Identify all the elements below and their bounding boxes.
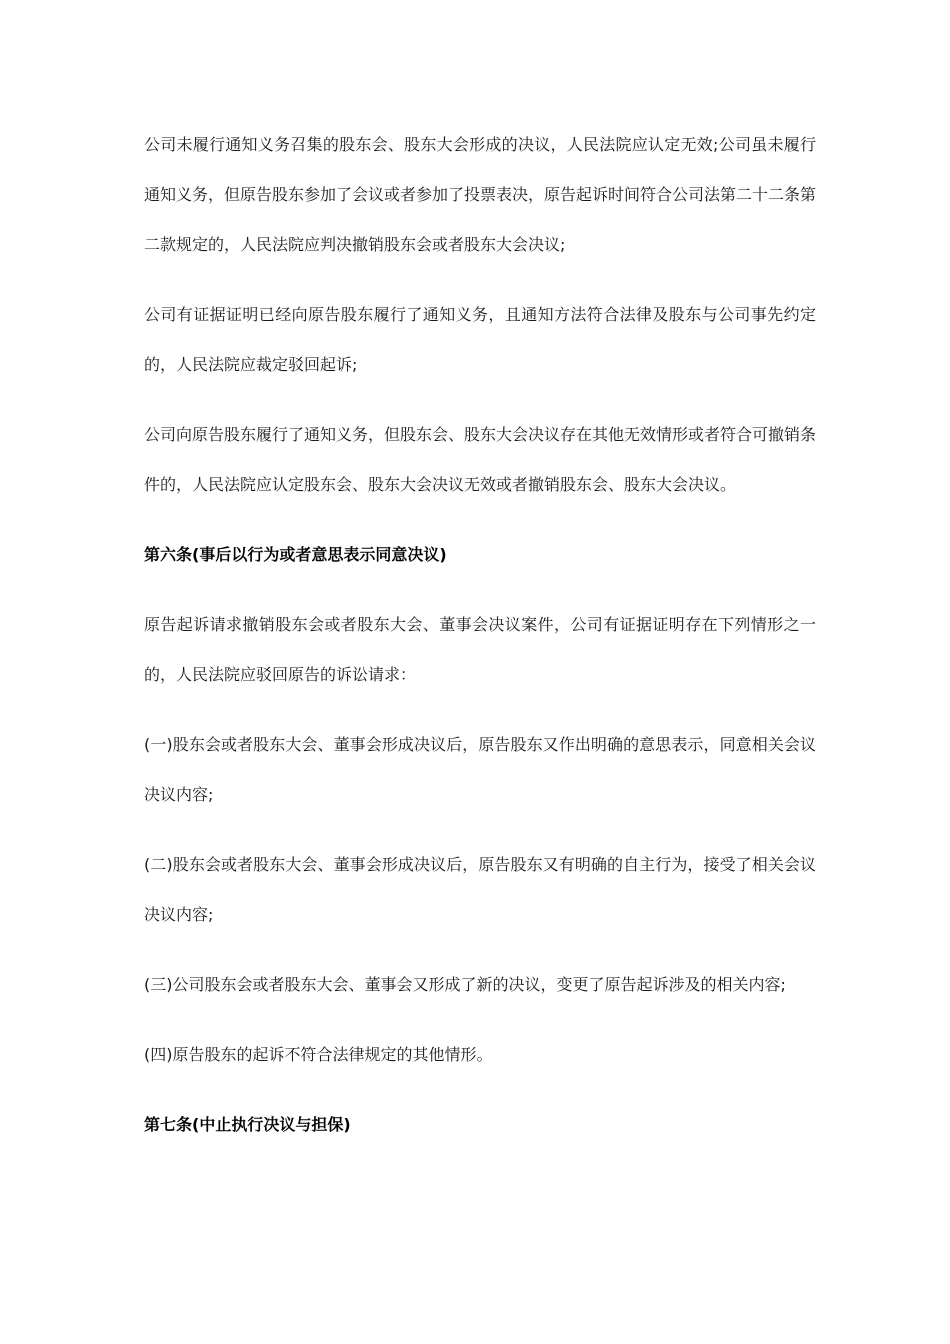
spacer bbox=[144, 1080, 816, 1100]
article-6-heading: 第六条(事后以行为或者意思表示同意决议) bbox=[144, 545, 447, 564]
paragraph-other-invalid: 公司向原告股东履行了通知义务，但股东会、股东大会决议存在其他无效情形或者符合可撤销条件的，人民法院应认定股东会、股东大会决议无效或者撤销股东会、股东大会决议。 bbox=[144, 425, 817, 494]
spacer bbox=[144, 510, 816, 530]
spacer bbox=[144, 390, 816, 410]
article-7-heading: 第七条(中止执行决议与担保) bbox=[144, 1115, 351, 1134]
list-item-1: (一)股东会或者股东大会、董事会形成决议后，原告股东又作出明确的意思表示，同意相关会议决议内容; bbox=[144, 735, 816, 804]
list-item-3: (三)公司股东会或者股东大会、董事会又形成了新的决议，变更了原告起诉涉及的相关内容; bbox=[144, 975, 786, 994]
paragraph-notice-proven: 公司有证据证明已经向原告股东履行了通知义务，且通知方法符合法律及股东与公司事先约定的，人民法院应裁定驳回起诉; bbox=[144, 305, 816, 374]
list-item-2: (二)股东会或者股东大会、董事会形成决议后，原告股东又有明确的自主行为，接受了相关会议决议内容; bbox=[144, 855, 816, 924]
paragraph-notice-failure: 公司未履行通知义务召集的股东会、股东大会形成的决议，人民法院应认定无效;公司虽未履行通知义务，但原告股东参加了会议或者参加了投票表决，原告起诉时间符合公司法第二十二条第二款规定的，人民法院应判决撤销股东会或者股东大会决议; bbox=[144, 135, 817, 254]
document-page bbox=[144, 120, 816, 1150]
list-item-4: (四)原告股东的起诉不符合法律规定的其他情形。 bbox=[144, 1045, 493, 1064]
spacer bbox=[144, 270, 816, 290]
spacer bbox=[144, 580, 816, 600]
spacer bbox=[144, 820, 816, 840]
paragraph-article-6-intro: 原告起诉请求撤销股东会或者股东大会、董事会决议案件，公司有证据证明存在下列情形之一的，人民法院应驳回原告的诉讼请求： bbox=[144, 615, 816, 684]
spacer bbox=[144, 940, 816, 960]
spacer bbox=[144, 700, 816, 720]
spacer bbox=[144, 1010, 816, 1030]
